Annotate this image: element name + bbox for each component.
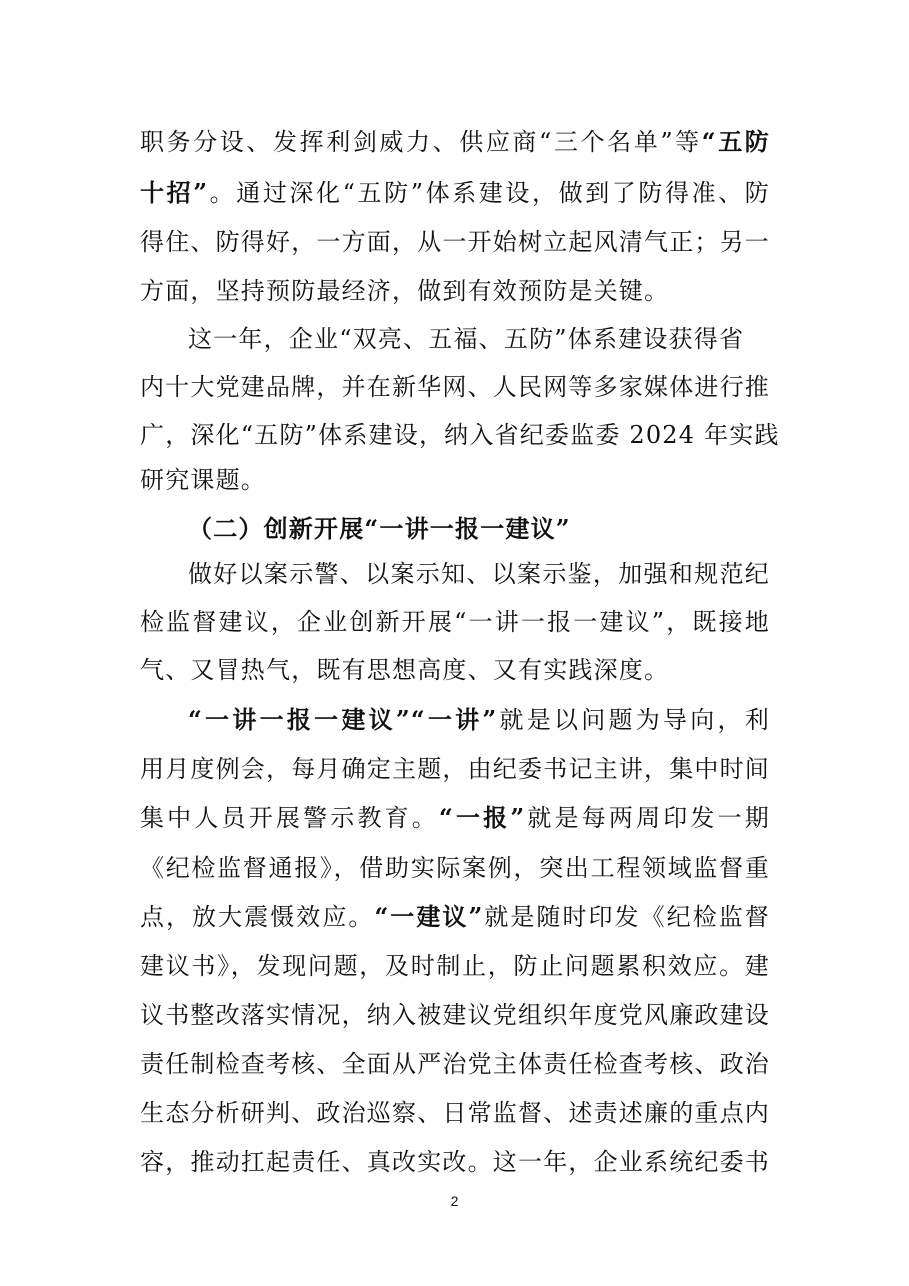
text-line	[140, 1049, 770, 1079]
bold-text-run: “一报”	[439, 803, 526, 832]
text-line	[140, 1098, 770, 1128]
text-run: 广，深化“五防”体系建设，纳入省纪委监委 2024 年实践	[140, 421, 780, 449]
bold-text-run: （二）创新开展“一讲一报一建议”	[188, 514, 571, 543]
text-run: 研究课题。	[140, 466, 266, 494]
text-line	[140, 754, 770, 784]
text-line	[140, 607, 770, 637]
text-line	[140, 227, 770, 257]
text-line	[140, 655, 669, 685]
text-line	[140, 127, 770, 157]
bold-text-run: “一建议”	[374, 902, 484, 931]
text-run: 用月度例会，每月确定主题，由纪委书记主讲，集中时间	[140, 755, 770, 783]
text-run: 检监督建议，企业创新开展“一讲一报一建议”，既接地	[140, 608, 770, 636]
text-run: 《纪检监督通报》，借助实际案例，突出工程领域监督重	[140, 854, 770, 882]
text-run: 容，推动扛起责任、真改实改。这一年，企业系统纪委书	[140, 1148, 770, 1176]
text-line	[140, 853, 770, 883]
text-run: 职务分设、发挥利剑威力、供应商“三个名单”等	[140, 128, 702, 156]
text-line	[140, 1000, 770, 1030]
text-run: 就是以问题为导向，利	[497, 706, 770, 734]
text-line	[188, 705, 770, 735]
text-run: 得住、防得好，一方面，从一开始树立起风清气正；另一	[140, 228, 770, 256]
bold-text-run: “一讲一报一建议”“一讲”	[188, 705, 498, 734]
text-line	[140, 465, 266, 495]
text-line	[140, 372, 770, 402]
text-line	[140, 276, 669, 306]
text-run: 责任制检查考核、全面从严治党主体责任检查考核、政治	[140, 1050, 770, 1078]
text-line	[140, 803, 770, 833]
text-run: 就是每两周印发一期	[525, 804, 770, 832]
text-run: 点，放大震慑效应。	[140, 903, 375, 931]
text-line	[140, 178, 770, 208]
text-line	[140, 1147, 770, 1177]
text-run: 议书整改落实情况，纳入被建议党组织年度党风廉政建设	[140, 1001, 770, 1029]
text-run: 。通过深化“五防”体系建设，做到了防得准、防	[208, 179, 771, 207]
text-run: 方面，坚持预防最经济，做到有效预防是关键。	[140, 277, 670, 305]
text-run: 生态分析研判、政治巡察、日常监督、述责述廉的重点内	[140, 1099, 770, 1127]
page-number: 2	[450, 1193, 459, 1209]
bold-text-run: 十招”	[140, 178, 209, 207]
bold-text-run: “五防	[701, 127, 771, 156]
text-run: 集中人员开展警示教育。	[140, 804, 439, 832]
text-line	[140, 902, 770, 932]
text-line	[188, 324, 744, 354]
text-run: 内十大党建品牌，并在新华网、人民网等多家媒体进行推	[140, 373, 770, 401]
text-run: 就是随时印发《纪检监督	[483, 903, 771, 931]
text-run: 做好以案示警、以案示知、以案示鉴，加强和规范纪	[188, 560, 770, 588]
text-run: 这一年，企业“双亮、五福、五防”体系建设获得省	[188, 325, 745, 353]
text-line	[188, 559, 770, 589]
text-line	[140, 420, 780, 450]
text-run: 气、又冒热气，既有思想高度、又有实践深度。	[140, 656, 670, 684]
text-line	[140, 951, 770, 981]
section-heading	[188, 514, 571, 544]
text-run: 建议书》，发现问题，及时制止，防止问题累积效应。建	[140, 952, 770, 980]
